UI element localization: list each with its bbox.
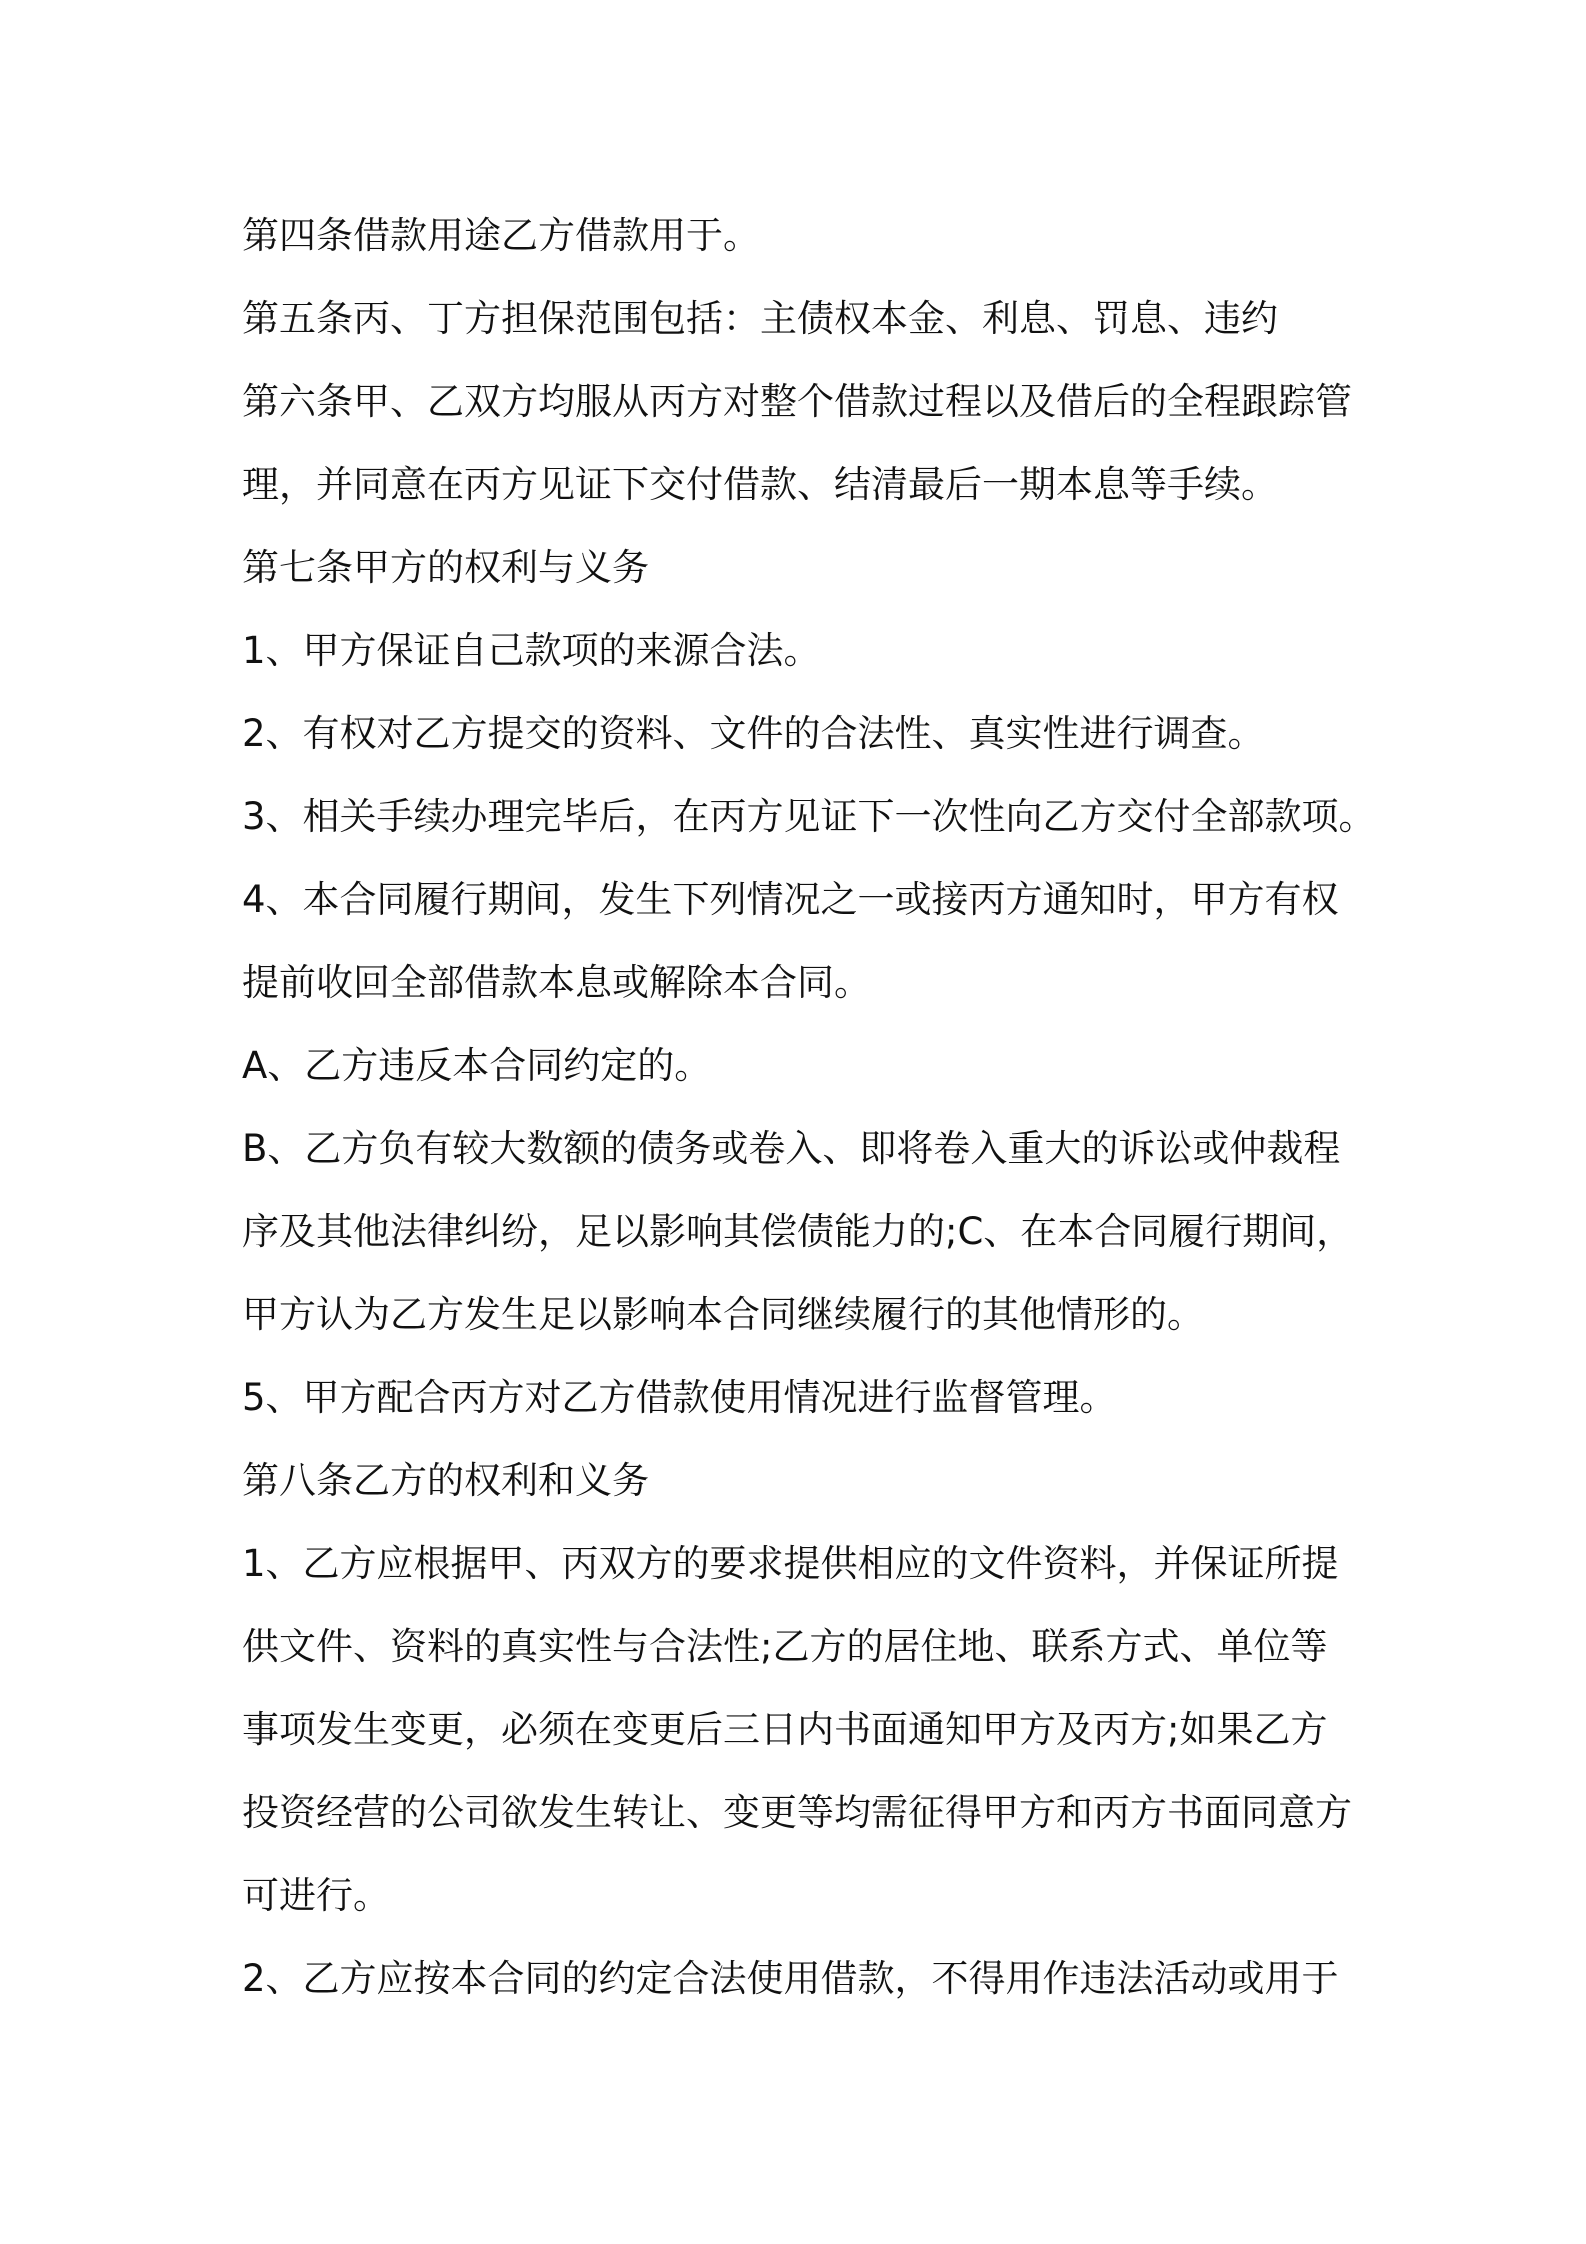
article-7-item-4a: A、乙方违反本合同约定的。: [242, 1044, 712, 1087]
article-7-heading: 第七条甲方的权利与义务: [242, 546, 649, 589]
article-7-item-3: 3、相关手续办理完毕后，在丙方见证下一次性向乙方交付全部款项。: [242, 795, 1376, 838]
article-8-item-1-line-1: 1、乙方应根据甲、丙双方的要求提供相应的文件资料，并保证所提: [242, 1542, 1339, 1585]
article-7-item-5: 5、甲方配合丙方对乙方借款使用情况进行监督管理。: [242, 1376, 1117, 1419]
article-7-item-4b-line-1: B、乙方负有较大数额的债务或卷入、即将卷入重大的诉讼或仲裁程: [242, 1127, 1341, 1170]
article-7-item-4c-line-3: 甲方认为乙方发生足以影响本合同继续履行的其他情形的。: [242, 1293, 1204, 1336]
article-8-item-1-line-5: 可进行。: [242, 1874, 390, 1917]
article-5-line: 第五条丙、丁方担保范围包括：主债权本金、利息、罚息、违约: [242, 297, 1278, 340]
article-7-item-4-line-2: 提前收回全部借款本息或解除本合同。: [242, 961, 871, 1004]
article-8-item-1-line-3: 事项发生变更，必须在变更后三日内书面通知甲方及丙方;如果乙方: [242, 1708, 1328, 1751]
contract-text: [242, 194, 1376, 2020]
article-7-item-4-line-1: 4、本合同履行期间，发生下列情况之一或接丙方通知时，甲方有权: [242, 878, 1339, 921]
article-8-heading: 第八条乙方的权利和义务: [242, 1459, 649, 1502]
article-7-item-1: 1、甲方保证自己款项的来源合法。: [242, 629, 821, 672]
article-7-item-4b-line-2: 序及其他法律纠纷，足以影响其偿债能力的;C、在本合同履行期间，: [242, 1210, 1354, 1253]
article-8-item-1-line-2: 供文件、资料的真实性与合法性;乙方的居住地、联系方式、单位等: [242, 1625, 1328, 1668]
article-8-item-1-line-4: 投资经营的公司欲发生转让、变更等均需征得甲方和丙方书面同意方: [242, 1791, 1352, 1834]
article-8-item-2-line-1: 2、乙方应按本合同的约定合法使用借款，不得用作违法活动或用于: [242, 1957, 1339, 2000]
article-7-item-2: 2、有权对乙方提交的资料、文件的合法性、真实性进行调查。: [242, 712, 1265, 755]
article-4-line: 第四条借款用途乙方借款用于。: [242, 214, 760, 257]
article-6-line-2: 理，并同意在丙方见证下交付借款、结清最后一期本息等手续。: [242, 463, 1278, 506]
article-6-line-1: 第六条甲、乙双方均服从丙方对整个借款过程以及借后的全程跟踪管: [242, 380, 1352, 423]
